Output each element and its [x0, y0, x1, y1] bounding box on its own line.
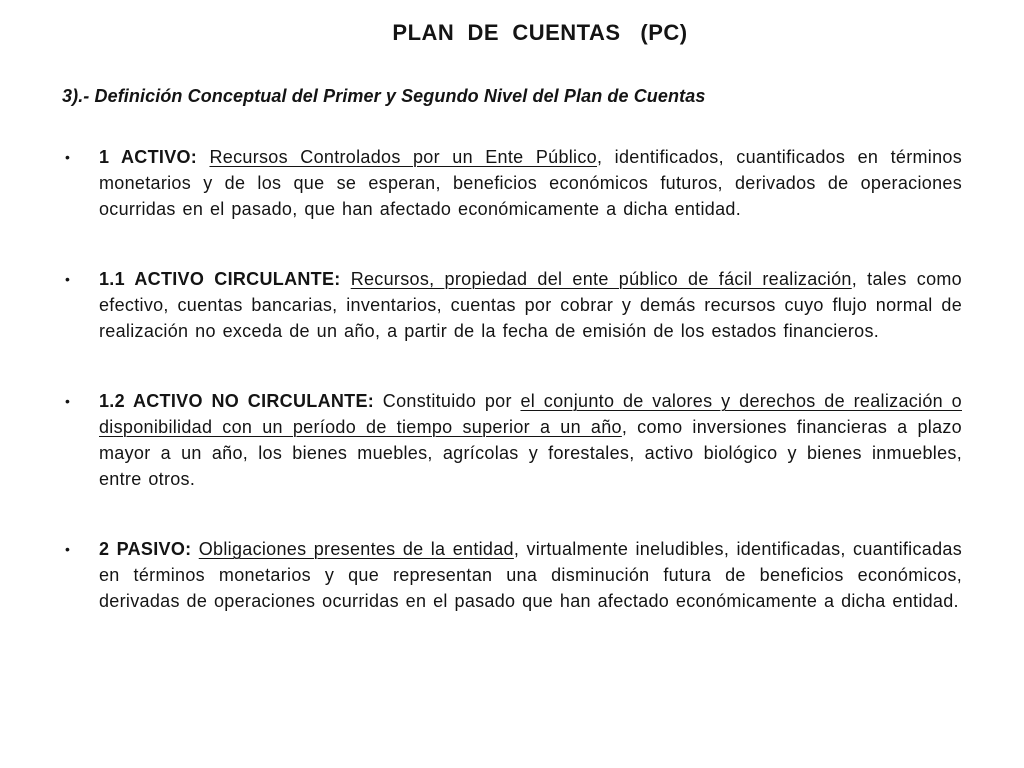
bullet-term: 1.1 ACTIVO CIRCULANTE: [99, 269, 341, 289]
bullet-icon: • [65, 271, 70, 287]
bullet-icon: • [65, 541, 70, 557]
bullet-term: 1.2 ACTIVO NO CIRCULANTE: [99, 391, 375, 411]
body-text: Constituido por [382, 391, 521, 411]
bullet-list [62, 144, 962, 614]
bullet-term: 1 ACTIVO: [99, 147, 198, 167]
body-text: , identificados, cuantificados en términos monetarios y de los que se esperan, beneficios económicos futuros, derivados de operaciones ocurridas en el pasado, que han afectado económicamente a dicha entidad. [99, 147, 962, 219]
bullet-text [99, 266, 962, 344]
bullet-icon: • [65, 149, 70, 165]
body-text: , virtualmente ineludibles, identificadas, cuantificadas en términos monetarios y que representan una disminución futura de beneficios económicos, derivadas de operaciones ocurridas en el pasado que han afectado económicamente a dicha entidad. [99, 539, 962, 611]
slide-subtitle: 3).- Definición Conceptual del Primer y Segundo Nivel del Plan de Cuentas [62, 86, 706, 106]
list-item [62, 266, 962, 344]
bullet-icon: • [65, 393, 70, 409]
underlined-text: Obligaciones presentes de la entidad [198, 539, 514, 559]
underlined-text: Recursos, propiedad del ente público de fácil realización [350, 269, 852, 289]
page-title: PLAN DE CUENTAS (PC) [392, 20, 688, 45]
body-text: , como inversiones financieras a plazo mayor a un año, los bienes muebles, agrícolas y forestales, activo biológico y bienes inmuebles, entre otros. [99, 417, 962, 489]
bullet-text [99, 388, 962, 492]
bullet-text [99, 144, 962, 222]
list-item [62, 536, 962, 614]
underlined-text: Recursos Controlados por un Ente Público [209, 147, 597, 167]
list-item [62, 144, 962, 222]
bullet-term: 2 PASIVO: [99, 539, 192, 559]
underlined-text: el conjunto de valores y derechos de realización o disponibilidad con un período de tiempo superior a un año [99, 391, 962, 437]
body-text: , tales como efectivo, cuentas bancarias, inventarios, cuentas por cobrar y demás recursos cuyo flujo normal de realización no exceda de un año, a partir de la fecha de emisión de los estados financieros. [99, 269, 962, 341]
bullet-text [99, 536, 962, 614]
list-item [62, 388, 962, 492]
